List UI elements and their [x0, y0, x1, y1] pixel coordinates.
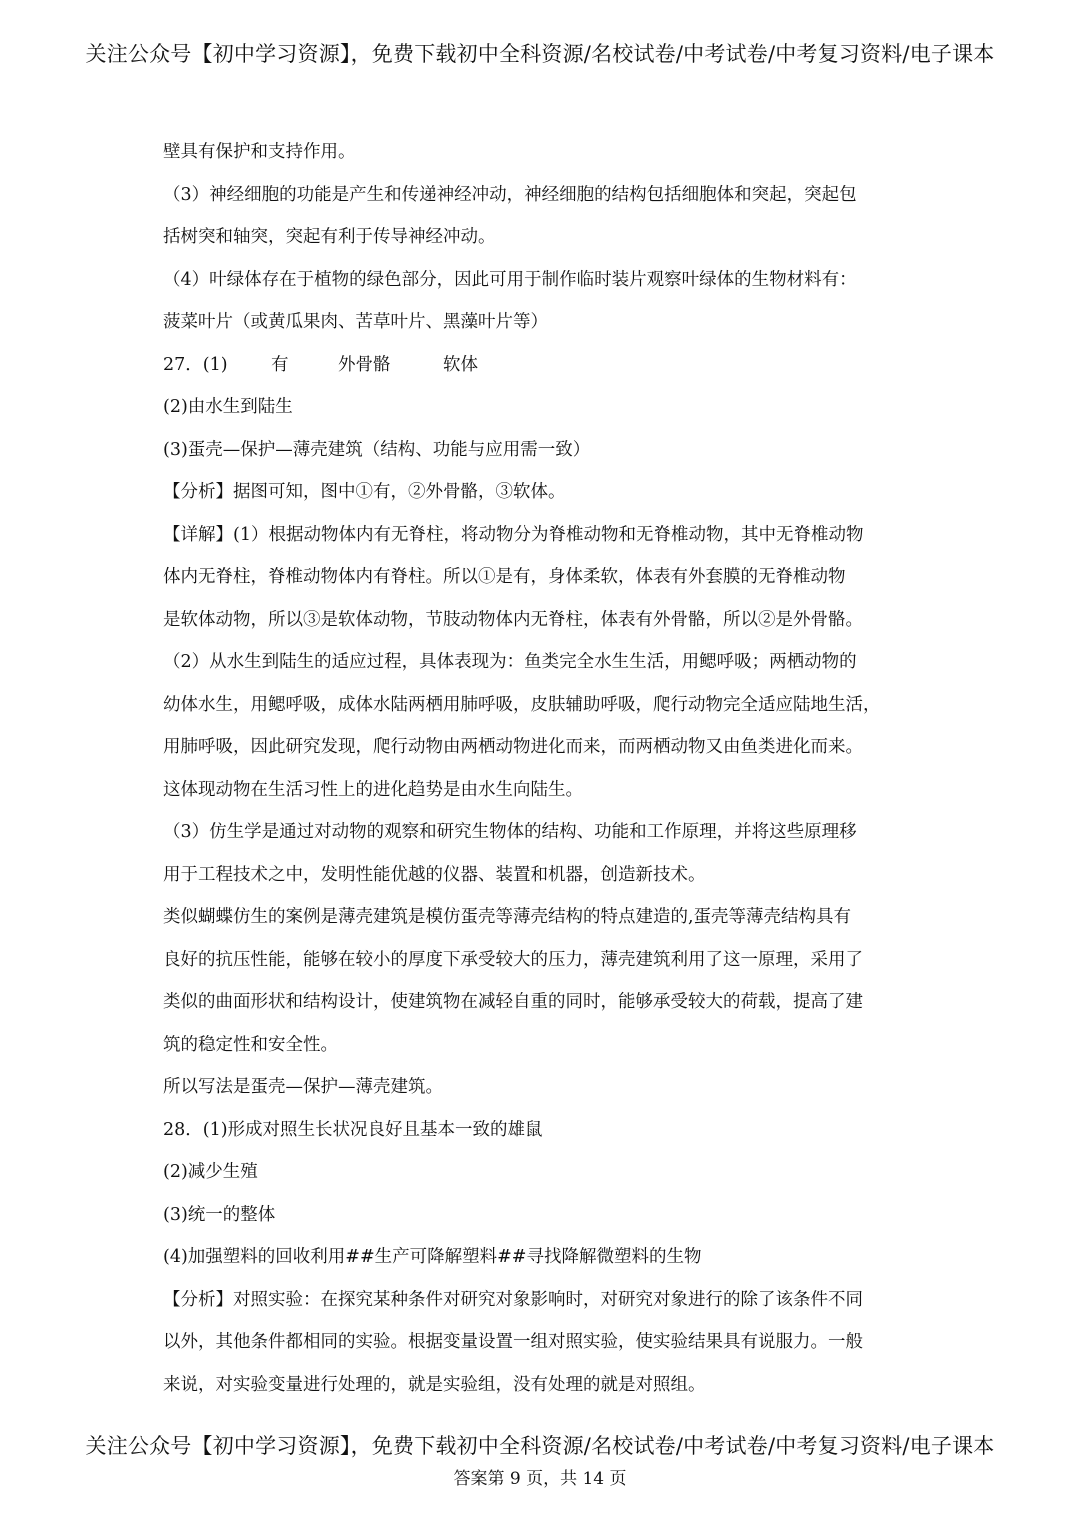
- text-line: 这体现动物在生活习性上的进化趋势是由水生向陆生。: [163, 779, 583, 800]
- text-line: 是软体动物，所以③是软体动物，节肢动物体内无脊柱，体表有外骨骼，所以②是外骨骼。: [163, 609, 863, 630]
- q27-answer-1: 有: [271, 354, 289, 375]
- text-line: 类似蝴蝶仿生的案例是薄壳建筑是模仿蛋壳等薄壳结构的特点建造的,蛋壳等薄壳结构具有: [163, 907, 852, 927]
- text-line: (3)蛋壳—保护—薄壳建筑（结构、功能与应用需一致）: [163, 439, 591, 460]
- q28-part2-row: [163, 1151, 928, 1194]
- text-line: （3）仿生学是通过对动物的观察和研究生物体的结构、功能和工作原理，并将这些原理移: [163, 822, 857, 842]
- page-number: 答案第 9 页，共 14 页: [453, 1469, 627, 1489]
- q27-answer-row: [163, 344, 928, 387]
- text-line: （2）从水生到陆生的适应过程，具体表现为：鱼类完全水生生活，用鳃呼吸；两栖动物的: [163, 652, 857, 672]
- text-line: (3)统一的整体: [163, 1204, 276, 1225]
- text-line: 来说，对实验变量进行处理的，就是实验组，没有处理的就是对照组。: [163, 1374, 706, 1395]
- text-line: 用于工程技术之中，发明性能优越的仪器、装置和机器，创造新技术。: [163, 864, 706, 885]
- text-line: （3）神经细胞的功能是产生和传递神经冲动，神经细胞的结构包括细胞体和突起，突起包: [163, 184, 857, 205]
- analysis-line: 【分析】据图可知，图中①有，②外骨骼，③软体。: [163, 482, 566, 502]
- explanation-line: 【详解】(1）根据动物体内有无脊柱，将动物分为脊椎动物和无脊椎动物，其中无脊椎动物: [163, 524, 864, 545]
- text-line: 幼体水生，用鳃呼吸，成体水陆两栖用肺呼吸，皮肤辅助呼吸，爬行动物完全适应陆地生活，: [163, 694, 881, 715]
- q28-answer-1: 形成对照: [227, 1119, 298, 1140]
- header-banner: 关注公众号【初中学习资源】，免费下载初中全科资源/名校试卷/中考试卷/中考复习资料/电子课本: [85, 42, 995, 66]
- text-line: 壁具有保护和支持作用。: [163, 142, 356, 162]
- text-line: 括树突和轴突，突起有利于传导神经冲动。: [163, 227, 496, 247]
- answer-content: [163, 131, 928, 1406]
- q27-answer-2: 外骨骼: [338, 354, 391, 375]
- q28-part2-answer-2: 生殖: [222, 1162, 258, 1182]
- footer-banner: 关注公众号【初中学习资源】，免费下载初中全科资源/名校试卷/中考试卷/中考复习资料/电子课本: [85, 1434, 995, 1458]
- text-line: （4）叶绿体存在于植物的绿色部分，因此可用于制作临时装片观察叶绿体的生物材料有：: [163, 269, 857, 290]
- q28-part2-number: (2): [163, 1162, 188, 1182]
- text-line: 以外，其他条件都相同的实验。根据变量设置一组对照实验，使实验结果具有说服力。一般: [163, 1332, 863, 1352]
- text-line: 类似的曲面形状和结构设计，使建筑物在减轻自重的同时，能够承受较大的荷载，提高了建: [163, 992, 863, 1012]
- q27-number: 27．(1): [163, 354, 228, 375]
- q28-part2-answer-1: 减少: [187, 1162, 223, 1182]
- text-line: (2)由水生到陆生: [163, 397, 293, 417]
- text-line: 体内无脊柱，脊椎动物体内有脊柱。所以①是有，身体柔软，体表有外套膜的无脊椎动物: [163, 567, 846, 587]
- text-line: 良好的抗压性能，能够在较小的厚度下承受较大的压力，薄壳建筑利用了这一原理，采用了: [163, 949, 863, 970]
- q28-number: 28．(1): [163, 1119, 228, 1140]
- text-line: 所以写法是蛋壳—保护—薄壳建筑。: [163, 1077, 443, 1097]
- q28-answer-row: [163, 1109, 928, 1152]
- q27-answer-3: 软体: [443, 354, 478, 375]
- text-line: 筑的稳定性和安全性。: [163, 1034, 338, 1055]
- text-line: 菠菜叶片（或黄瓜果肉、苦草叶片、黑藻叶片等）: [163, 312, 548, 332]
- q28-answer-2: 生长状况良好且基本一致的雄鼠: [297, 1119, 543, 1140]
- text-line: 用肺呼吸，因此研究发现，爬行动物由两栖动物进化而来，而两栖动物又由鱼类进化而来。: [163, 737, 863, 757]
- text-line: (4)加强塑料的回收利用##生产可降解塑料##寻找降解微塑料的生物: [163, 1247, 702, 1267]
- analysis-line: 【分析】对照实验：在探究某种条件对研究对象影响时，对研究对象进行的除了该条件不同: [163, 1289, 863, 1310]
